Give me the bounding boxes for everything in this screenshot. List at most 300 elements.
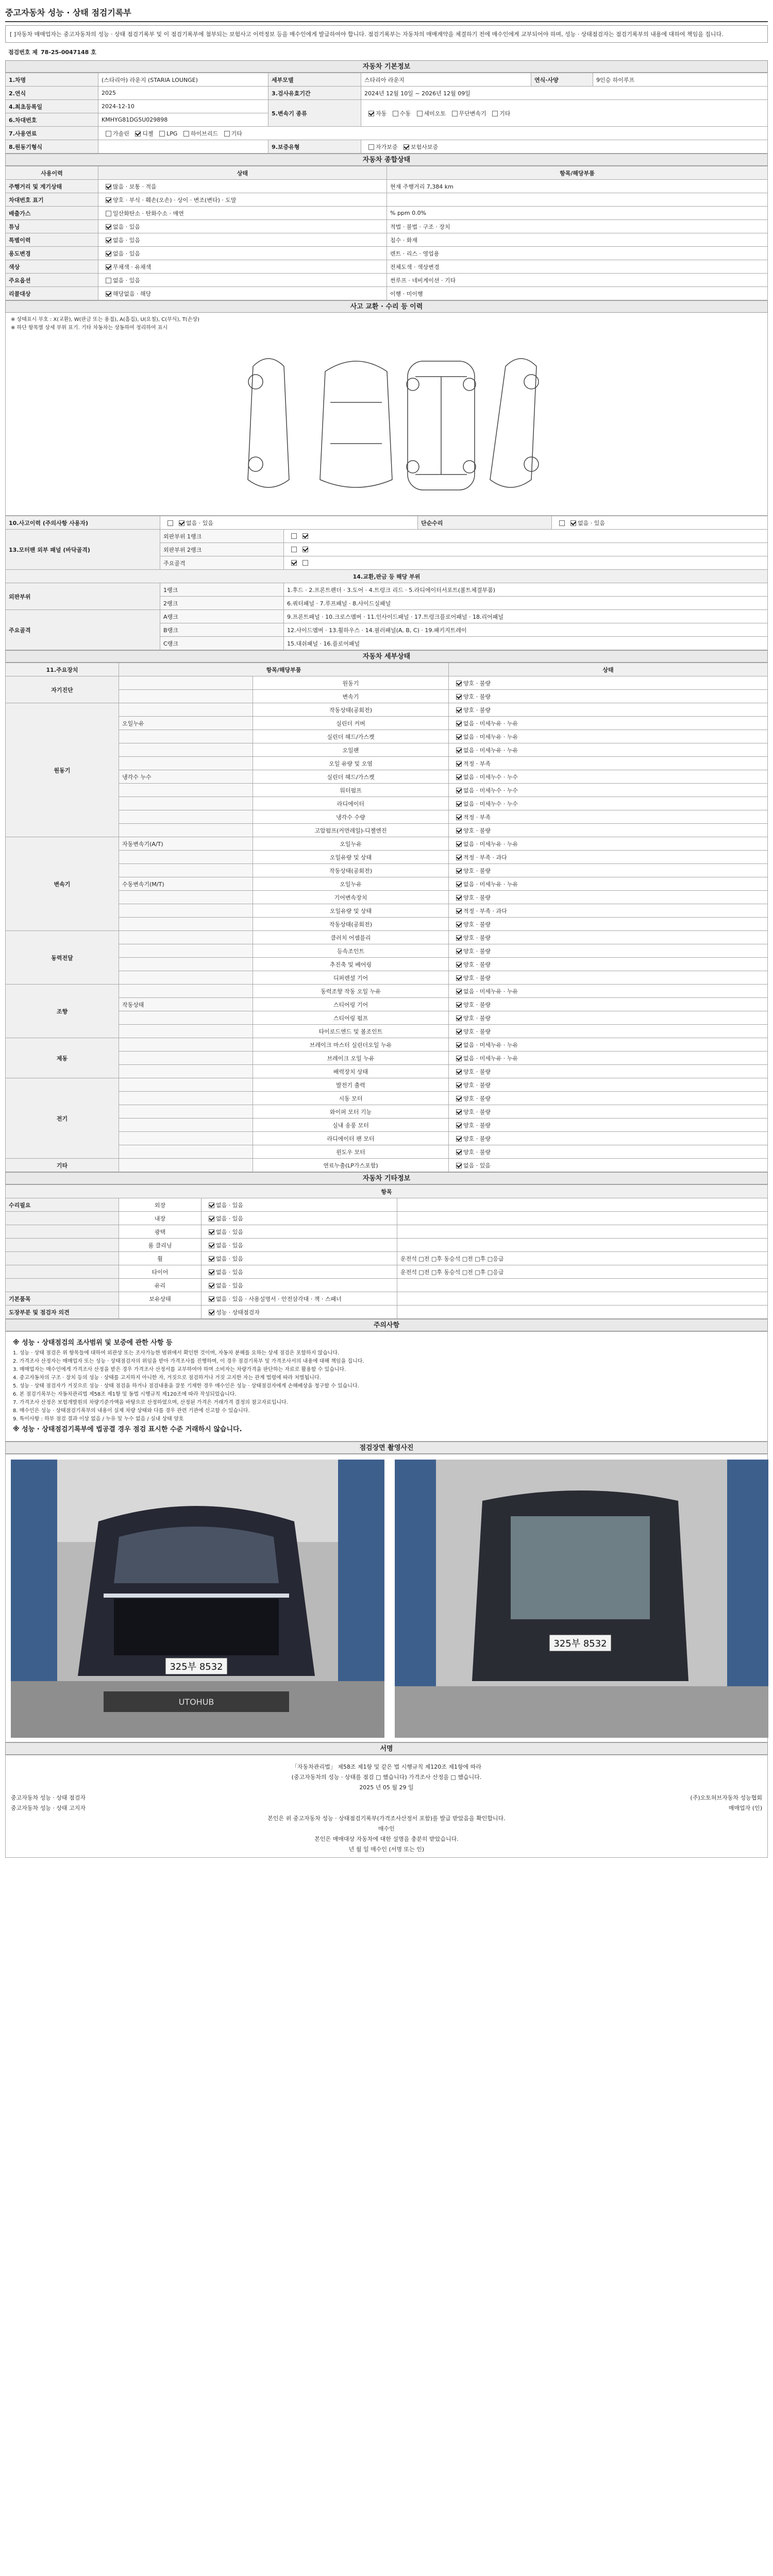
summary-opts-vin: 양호 · 부식 · 훼손(오손) · 상이 · 변조(변타) · 도말 — [113, 196, 237, 204]
detail-checkbox[interactable] — [456, 1042, 462, 1048]
detail-part: 오일누유 — [253, 837, 449, 851]
detail-state: 양호 · 불량 — [463, 961, 491, 968]
detail-state: 적정 · 부족 · 과다 — [463, 854, 507, 861]
checkbox-summary-3[interactable] — [106, 224, 111, 230]
extra-row — [6, 1239, 768, 1252]
detail-checkbox[interactable] — [456, 1163, 462, 1168]
warranty-opt-self: 자가보증 — [376, 143, 398, 150]
checkbox-summary-1[interactable] — [106, 197, 111, 203]
detail-state: 양호 · 불량 — [463, 706, 491, 714]
extra-group — [6, 1279, 119, 1292]
detail-sub: 냉각수 누수 — [119, 770, 253, 784]
checkbox-repair-yes[interactable] — [570, 520, 576, 526]
photos-section-title: 점검장면 촬영사진 — [5, 1442, 768, 1454]
basic-section-title: 자동차 기본정보 — [5, 60, 768, 73]
checkbox-rank2-yes[interactable] — [303, 547, 308, 552]
detail-part: 실린더 헤드/가스켓 — [253, 730, 449, 743]
detail-state-cell — [449, 1065, 768, 1078]
extra-checkbox[interactable] — [209, 1296, 214, 1302]
extra-part: 휠 — [119, 1252, 201, 1265]
detail-checkbox[interactable] — [456, 841, 462, 847]
checkbox-summary-4[interactable] — [106, 238, 111, 243]
detail-row — [6, 1052, 768, 1065]
extra-checkbox[interactable] — [209, 1243, 214, 1248]
checkbox-fuel-etc[interactable] — [224, 131, 230, 137]
detail-checkbox[interactable] — [456, 748, 462, 753]
detail-part: 스티어링 펌프 — [253, 1011, 449, 1025]
warranty-label: 9.보증유형 — [268, 140, 361, 154]
detail-part: 클러치 어셈블리 — [253, 931, 449, 944]
checkbox-gasoline[interactable] — [106, 131, 111, 137]
inspection-valid-label: 3.검사유효기간 — [268, 87, 361, 100]
detail-state: 없음 · 미세누수 · 누수 — [463, 787, 518, 794]
checkbox-auto[interactable] — [368, 111, 374, 116]
detail-part: 고압펌프(커먼레일)-디젤엔진 — [253, 824, 449, 837]
extra-row — [6, 1225, 768, 1239]
signature-area — [5, 1755, 768, 1858]
year-label: 2.연식 — [6, 87, 98, 100]
detail-state: 양호 · 불량 — [463, 867, 491, 874]
extra-group — [6, 1212, 119, 1225]
extra-group — [6, 1265, 119, 1279]
detail-part: 배력장치 상태 — [253, 1065, 449, 1078]
summary-label-emission: 배출가스 — [6, 207, 98, 220]
detail-state-cell — [449, 851, 768, 864]
front-car-image — [11, 1460, 384, 1738]
trans-opt-manual: 수동 — [399, 110, 411, 117]
detail-sub — [119, 690, 253, 703]
detail-state-cell — [449, 676, 768, 690]
detail-state-cell — [449, 1132, 768, 1145]
extra-state: 없음 · 있음 — [216, 1268, 243, 1276]
summary-detail-special: 침수 · 화재 — [387, 233, 768, 247]
extra-state-cell — [201, 1252, 397, 1265]
detail-state-cell — [449, 1011, 768, 1025]
detail-checkbox[interactable] — [456, 868, 462, 874]
inspection-photos — [5, 1454, 768, 1742]
extra-checkbox[interactable] — [209, 1256, 214, 1262]
detail-state: 적정 · 부족 — [463, 760, 491, 767]
detail-checkbox[interactable] — [456, 1109, 462, 1115]
detail-group-name: 원동기 — [6, 703, 119, 837]
detail-checkbox[interactable] — [456, 1123, 462, 1128]
detail-state: 없음 · 미세누유 · 누유 — [463, 733, 518, 740]
detail-state-cell — [449, 1038, 768, 1052]
detail-row — [6, 770, 768, 784]
document-title: 중고자동차 성능 · 상태 점검기록부 — [5, 4, 768, 22]
detail-part: 원동기 — [253, 676, 449, 690]
detail-state: 양호 · 불량 — [463, 1108, 491, 1115]
detail-state-cell — [449, 1078, 768, 1092]
damage-legend-line1: ※ 상태표시 부호 : X(교환), W(판금 또는 용접), A(흠집), U(요철), C(부식), T(손상) — [11, 317, 199, 323]
fuel-opt-diesel: 디젤 — [142, 130, 154, 137]
parts-items-1: 1.후드 · 2.프론트펜더 · 3.도어 · 4.트렁크 리드 · 5.라디에이터서포트(볼트체결부품) — [284, 583, 768, 597]
checkbox-frame-yes[interactable] — [303, 560, 308, 566]
note-line: 3. 매매업자는 매수인에게 가격조사 산정을 받은 경우 가격조사 산정서를 교부하여야 하며 소비자는 차량가격을 판단하는 자료로 활용할 수 있습니다. — [13, 1367, 346, 1372]
warranty-opt-insurer: 보험사보증 — [411, 143, 439, 150]
detail-checkbox[interactable] — [456, 948, 462, 954]
detail-part: 타이로드엔드 및 볼조인트 — [253, 1025, 449, 1038]
detail-part: 오일유량 및 상태 — [253, 904, 449, 918]
detail-part: 오일누유 — [253, 877, 449, 891]
detail-checkbox[interactable] — [456, 975, 462, 981]
detail-checkbox[interactable] — [456, 681, 462, 686]
detail-checkbox[interactable] — [456, 908, 462, 914]
detail-part: 오일 유량 및 오염 — [253, 757, 449, 770]
detail-checkbox[interactable] — [456, 989, 462, 994]
panel-frame-state — [284, 556, 768, 570]
detail-part: 브레이크 마스터 실린더오일 누유 — [253, 1038, 449, 1052]
detail-group-name: 동력전달 — [6, 931, 119, 985]
damage-section-title: 사고 교환 · 수리 등 이력 — [5, 300, 768, 313]
extra-checkbox[interactable] — [209, 1229, 214, 1235]
sign-section-title: 서명 — [5, 1742, 768, 1755]
checkbox-trans-etc[interactable] — [492, 111, 498, 116]
detail-state: 없음 · 미세누유 · 누유 — [463, 1041, 518, 1048]
notes-section-title: 주의사항 — [5, 1319, 768, 1331]
detail-checkbox[interactable] — [456, 788, 462, 793]
detail-group-name: 변속기 — [6, 837, 119, 931]
parts-items-c: 15.대쉬패널 · 16.플로어패널 — [284, 637, 768, 650]
detail-checkbox[interactable] — [456, 895, 462, 901]
checkbox-insurer-warranty[interactable] — [404, 144, 409, 150]
checkbox-self-warranty[interactable] — [368, 144, 374, 150]
detail-checkbox[interactable] — [456, 1029, 462, 1035]
detail-state-cell — [449, 944, 768, 958]
checkbox-semiauto[interactable] — [417, 111, 423, 116]
cert-label: 점검번호 제 — [8, 49, 38, 56]
detail-row — [6, 1011, 768, 1025]
detail-checkbox[interactable] — [456, 1149, 462, 1155]
rear-car-image — [395, 1460, 768, 1738]
trans-opt-etc: 기타 — [499, 110, 511, 117]
summary-state-usage — [98, 247, 387, 260]
extra-note — [397, 1239, 768, 1252]
detail-state: 없음 · 미세누수 · 누수 — [463, 800, 518, 807]
checkbox-accident-none[interactable] — [167, 520, 173, 526]
detail-sub — [119, 703, 253, 717]
detail-group-name: 기타 — [6, 1159, 119, 1172]
detail-group-name: 전기 — [6, 1078, 119, 1159]
extra-group: 수리필요 — [6, 1198, 119, 1212]
checkbox-repair-none[interactable] — [559, 520, 565, 526]
fuel-opt-hybrid: 하이브리드 — [190, 130, 219, 137]
extra-checkbox[interactable] — [209, 1216, 214, 1222]
checkbox-rank2-no[interactable] — [291, 547, 297, 552]
extra-row — [6, 1265, 768, 1279]
summary-detail-vin — [387, 193, 768, 207]
detail-part: 오일유량 및 상태 — [253, 851, 449, 864]
extra-row — [6, 1212, 768, 1225]
checkbox-accident-yes[interactable] — [179, 520, 184, 526]
detail-checkbox[interactable] — [456, 1002, 462, 1008]
detail-row — [6, 837, 768, 851]
detail-checkbox[interactable] — [456, 1069, 462, 1075]
detail-row — [6, 877, 768, 891]
detail-state-cell — [449, 1092, 768, 1105]
detail-part: 작동상태(공회전) — [253, 918, 449, 931]
detail-row — [6, 918, 768, 931]
detail-checkbox[interactable] — [456, 734, 462, 740]
detail-checkbox[interactable] — [456, 1056, 462, 1061]
year-value: 2025 — [98, 87, 268, 100]
extra-state: 없음 · 있음 — [216, 1215, 243, 1222]
summary-opts-tuning: 없음 · 있음 — [113, 223, 140, 230]
price-value: 매매업자 (인) — [728, 1805, 762, 1811]
detail-part: 오일팬 — [253, 743, 449, 757]
detail-head-state: 상태 — [449, 663, 768, 676]
detail-part: 브레이크 오일 누유 — [253, 1052, 449, 1065]
extra-part: 타이어 — [119, 1265, 201, 1279]
detail-sub — [119, 1025, 253, 1038]
detail-state: 양호 · 불량 — [463, 947, 491, 955]
detail-state: 양호 · 불량 — [463, 1014, 491, 1022]
detail-checkbox[interactable] — [456, 922, 462, 927]
detail-part: 등속조인트 — [253, 944, 449, 958]
detail-row — [6, 1065, 768, 1078]
extra-part: 보유상태 — [119, 1292, 201, 1306]
simple-repair-label: 단순수리 — [418, 516, 552, 530]
certificate-number — [5, 48, 768, 56]
detail-part: 실린더 커버 — [253, 717, 449, 730]
detail-part: 추진축 및 베어링 — [253, 958, 449, 971]
detail-sub — [119, 1065, 253, 1078]
detail-part: 연료누출(LP가스포함) — [253, 1159, 449, 1172]
extra-note: 운전석 □전 □후 동승석 □전 □후 □응급 — [397, 1252, 768, 1265]
sign-line1: 「자동차관리법」 제58조 제1항 및 같은 법 시행규칙 제120조 제1항에 따라 — [291, 1764, 482, 1770]
detail-state-cell — [449, 1118, 768, 1132]
basic-info-table — [5, 73, 768, 154]
extra-checkbox[interactable] — [209, 1283, 214, 1289]
detail-state-cell — [449, 891, 768, 904]
detail-state-cell — [449, 797, 768, 810]
detail-state: 양호 · 불량 — [463, 693, 491, 700]
trans-opt-cvt: 무단변속기 — [459, 110, 486, 117]
detail-row — [6, 797, 768, 810]
extra-state: 없음 · 있음 — [216, 1255, 243, 1262]
trans-opt-auto: 자동 — [376, 110, 387, 117]
accident-label: 10.사고이력 (주의사항 사용자) — [6, 516, 160, 530]
detail-state: 양호 · 불량 — [463, 1135, 491, 1142]
accident-table — [5, 516, 768, 650]
detail-checkbox[interactable] — [456, 774, 462, 780]
extra-row — [6, 1292, 768, 1306]
detail-checkbox[interactable] — [456, 721, 462, 726]
detail-part: 기어변속장치 — [253, 891, 449, 904]
detail-sub — [119, 918, 253, 931]
sign-line5: 본인은 매매대상 자동차에 대한 설명을 충분히 받았습니다. — [314, 1836, 459, 1842]
detail-state-cell — [449, 958, 768, 971]
detail-row — [6, 757, 768, 770]
first-reg-value: 2024-12-10 — [98, 100, 268, 113]
detail-sub — [119, 824, 253, 837]
extra-head: 항목 — [6, 1185, 768, 1198]
summary-label-usage: 용도변경 — [6, 247, 98, 260]
summary-state-emission — [98, 207, 387, 220]
detail-state: 양호 · 불량 — [463, 1095, 491, 1102]
detail-checkbox[interactable] — [456, 815, 462, 820]
extra-checkbox[interactable] — [209, 1202, 214, 1208]
checkbox-manual[interactable] — [393, 111, 398, 116]
checkbox-diesel[interactable] — [135, 131, 141, 137]
sign-line3: 본인은 위 중고자동차 성능 · 상태점검기록부(가격조사산정서 포함)를 발급 받았음을 확인합니다. — [267, 1815, 506, 1822]
detail-checkbox[interactable] — [456, 882, 462, 887]
extra-state: 없음 · 있음 — [216, 1201, 243, 1209]
extra-checkbox[interactable] — [209, 1310, 214, 1315]
checkbox-frame-no[interactable] — [291, 560, 297, 566]
spec-label: 연식·사양 — [531, 73, 593, 87]
detail-state-cell — [449, 757, 768, 770]
warranty-options — [361, 140, 768, 154]
frame-group: 주요골격 — [6, 610, 160, 650]
detail-state-cell — [449, 1145, 768, 1159]
notes-head: ※ 성능 · 상태점검의 조사범위 및 보증에 관한 사항 등 — [13, 1339, 173, 1347]
detail-sub — [119, 971, 253, 985]
summary-label-special: 특별이력 — [6, 233, 98, 247]
detail-row — [6, 1118, 768, 1132]
note-line: 1. 성능 · 상태 점검은 위 항목들에 대하여 외관상 또는 조사가능한 범위에서 확인한 것이며, 자동차 분해를 요하는 상세 점검은 포함하지 않습니다. — [13, 1350, 340, 1356]
summary-state-mileage — [98, 180, 387, 193]
parts-items-a: 9.프론트패널 · 10.크로스멤버 · 11.인사이드패널 · 17.트렁크플로어패널 · 18.리어패널 — [284, 610, 768, 623]
detail-checkbox[interactable] — [456, 1082, 462, 1088]
detail-checkbox[interactable] — [456, 855, 462, 860]
parts-rank-a: A랭크 — [160, 610, 284, 623]
detail-state-cell — [449, 730, 768, 743]
detail-row — [6, 1132, 768, 1145]
detail-state: 없음 · 미세누유 · 누유 — [463, 840, 518, 848]
checkbox-summary-6[interactable] — [106, 264, 111, 270]
checkbox-summary-0[interactable] — [106, 184, 111, 190]
detail-state-cell — [449, 717, 768, 730]
checkbox-rank1-yes[interactable] — [303, 533, 308, 539]
transmission-label: 5.변속기 종류 — [268, 100, 361, 127]
detail-state: 없음 · 미세누유 · 누유 — [463, 880, 518, 888]
detail-part: 와이퍼 모터 기능 — [253, 1105, 449, 1118]
extra-state-cell — [201, 1212, 397, 1225]
detail-checkbox[interactable] — [456, 1015, 462, 1021]
detail-state-cell — [449, 690, 768, 703]
detail-row — [6, 971, 768, 985]
detail-sub — [119, 757, 253, 770]
extra-part: 유리 — [119, 1279, 201, 1292]
detail-row — [6, 730, 768, 743]
detail-checkbox[interactable] — [456, 962, 462, 968]
detail-state-cell — [449, 770, 768, 784]
detail-state-cell — [449, 1052, 768, 1065]
detail-state: 없음 · 미세누유 · 누유 — [463, 720, 518, 727]
extra-state: 없음 · 있음 — [216, 1282, 243, 1289]
detail-state: 양호 · 불량 — [463, 1081, 491, 1089]
detail-sub — [119, 1145, 253, 1159]
extra-checkbox[interactable] — [209, 1269, 214, 1275]
detail-sub — [119, 1011, 253, 1025]
detail-state: 양호 · 불량 — [463, 974, 491, 981]
front-lift-brand: UTOHUB — [178, 1697, 214, 1707]
detail-row — [6, 717, 768, 730]
engine-type-value — [98, 140, 268, 154]
extra-state: 없음 · 있음 — [216, 1242, 243, 1249]
detail-sub — [119, 730, 253, 743]
checkbox-lpg[interactable] — [159, 131, 165, 137]
detail-row — [6, 703, 768, 717]
detail-sub — [119, 810, 253, 824]
outer-panel-group: 외판부위 — [6, 583, 160, 610]
sign-line2: (중고자동차의 성능 · 상태를 점검 □ 했습니다) 가격조사 산정을 □ 했습니다. — [291, 1774, 482, 1781]
rear-photo — [395, 1460, 768, 1738]
detail-checkbox[interactable] — [456, 694, 462, 700]
sign-line6[interactable]: 년 월 일 매수인 (서명 또는 인) — [348, 1846, 425, 1853]
detail-sub — [119, 1159, 253, 1172]
detail-checkbox[interactable] — [456, 828, 462, 834]
panel-rank2: 외판부위 2랭크 — [160, 543, 284, 556]
checkbox-summary-2[interactable] — [106, 211, 111, 216]
damage-legend-line2: ※ 하단 항목별 상세 부위 표기. 기타 차동차는 상동하여 정리하여 표시 — [11, 325, 168, 331]
car-damage-diagram — [5, 335, 768, 516]
detail-state-cell — [449, 1105, 768, 1118]
detail-checkbox[interactable] — [456, 1136, 462, 1142]
detail-group-name: 자기진단 — [6, 676, 119, 703]
checkbox-cvt[interactable] — [452, 111, 458, 116]
checkbox-summary-7[interactable] — [106, 278, 111, 283]
checkbox-hybrid[interactable] — [183, 131, 189, 137]
summary-state-vin — [98, 193, 387, 207]
detail-section-title: 자동차 세부상태 — [5, 650, 768, 663]
detail-group-name: 조향 — [6, 985, 119, 1038]
checkbox-summary-8[interactable] — [106, 291, 111, 297]
extra-state-cell — [201, 1239, 397, 1252]
detail-state-cell — [449, 918, 768, 931]
detail-state-cell — [449, 931, 768, 944]
model-value: 스타리아 라운지 — [361, 73, 531, 87]
detail-row — [6, 985, 768, 998]
summary-opts-special: 없음 · 있음 — [113, 236, 140, 244]
checkbox-summary-5[interactable] — [106, 251, 111, 257]
extra-group: 도장부분 및 점검자 의견 — [6, 1306, 119, 1319]
summary-detail-options: 썬루프 · 네비게이션 · 기타 — [387, 274, 768, 287]
extra-state: 성능 · 상태점검자 — [216, 1309, 260, 1316]
summary-opts-emission: 일산화탄소 · 탄화수소 · 매연 — [113, 210, 184, 217]
detail-row — [6, 784, 768, 797]
detail-state-cell — [449, 743, 768, 757]
summary-detail-recall: 이행 · 미이행 — [387, 287, 768, 300]
extra-group: 기본품목 — [6, 1292, 119, 1306]
detail-checkbox[interactable] — [456, 935, 462, 941]
extra-part: 광택 — [119, 1225, 201, 1239]
detail-row — [6, 851, 768, 864]
detail-row — [6, 998, 768, 1011]
fuel-label: 7.사용연료 — [6, 127, 98, 140]
detail-state: 없음 · 미세누유 · 누유 — [463, 988, 518, 995]
detail-checkbox[interactable] — [456, 801, 462, 807]
parts-items-b: 12.사이드멤버 · 13.휠하우스 · 14.필러패널(A, B, C) · 19.패키지트레이 — [284, 623, 768, 637]
detail-checkbox[interactable] — [456, 1096, 462, 1101]
detail-state: 양호 · 불량 — [463, 1001, 491, 1008]
detail-sub — [119, 676, 253, 690]
detail-row — [6, 1092, 768, 1105]
detail-state: 없음 · 미세누유 · 누유 — [463, 1055, 518, 1062]
detail-part: 작동상태(공회전) — [253, 864, 449, 877]
detail-state: 양호 · 불량 — [463, 1068, 491, 1075]
fuel-opt-lpg: LPG — [166, 130, 178, 137]
extra-note — [397, 1306, 768, 1319]
front-plate-text: 325부 8532 — [170, 1662, 223, 1672]
detail-checkbox[interactable] — [456, 707, 462, 713]
rear-plate-text: 325부 8532 — [553, 1638, 607, 1649]
summary-opts-mileage: 많음 · 보통 · 적음 — [113, 183, 157, 190]
checkbox-rank1-no[interactable] — [291, 533, 297, 539]
detail-checkbox[interactable] — [456, 761, 462, 767]
summary-label-tuning: 튜닝 — [6, 220, 98, 233]
